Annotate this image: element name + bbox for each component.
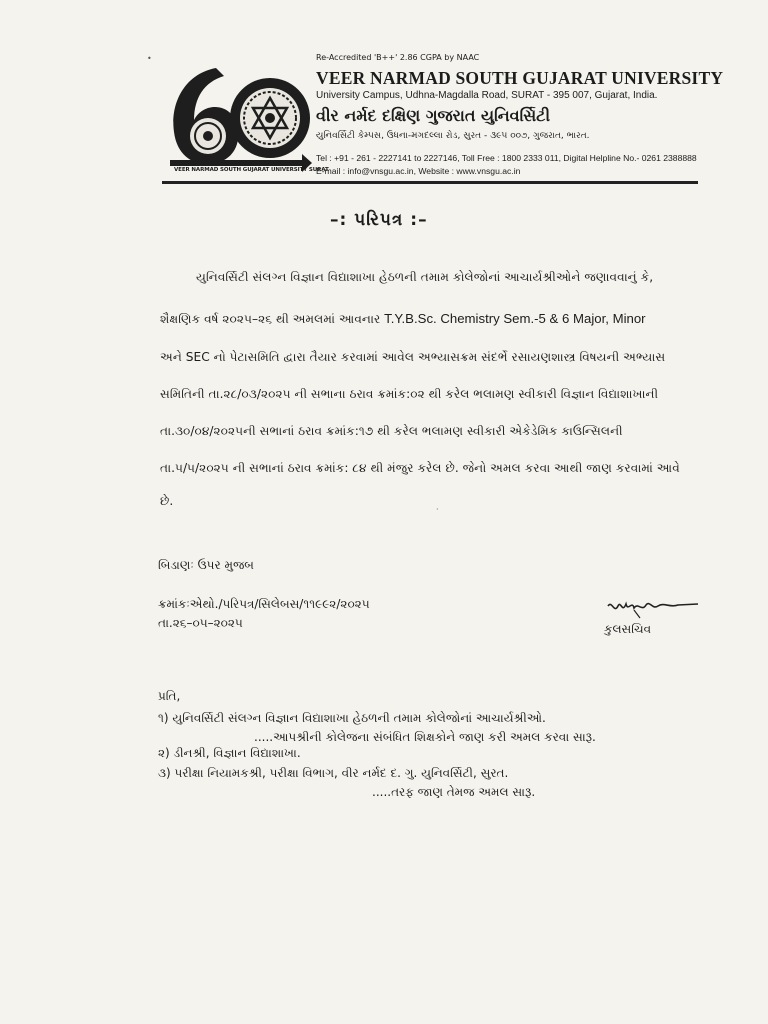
- recipients-heading: પ્રતિ,: [158, 689, 181, 703]
- university-name-gujarati: વીર નર્મદ દક્ષિણ ગુજરાત યુનિવર્સિટી: [316, 106, 551, 125]
- circular-title: –: પરિપત્ર :–: [330, 210, 428, 230]
- logo-caption: VEER NARMAD SOUTH GUJARAT UNIVERSITY SURAT: [174, 167, 329, 173]
- body-line-1: યુનિવર્સિટી સંલગ્ન વિજ્ઞાન વિદ્યાશાખા હેઠળની તમામ કોલેજોનાં આચાર્યશ્રીઓને જણાવવાનું કે,: [196, 270, 654, 284]
- body-line-5: તા.૩૦/૦૪/૨૦૨૫ની સભાનાં ઠરાવ ક્રમાંક:૧૭ થી કરેલ ભલામણ સ્વીકારી એકેડેમિક કાઉન્સિલની: [160, 424, 623, 438]
- recipient-2: ૨) ડીનશ્રી, વિજ્ઞાન વિદ્યાશાખા.: [158, 746, 301, 760]
- signatory-title: કુલસચિવ: [604, 622, 652, 636]
- address-english: University Campus, Udhna-Magdalla Road, SURAT - 395 007, Gujarat, India.: [316, 90, 658, 101]
- university-name-english: VEER NARMAD SOUTH GUJARAT UNIVERSITY: [316, 68, 724, 88]
- body-line-6: તા.૫/૫/૨૦૨૫ ની સભાનાં ઠરાવ ક્રમાંક: ૮૪ થી મંજુર કરેલ છે. જેનો અમલ કરવા આથી જાણ કરવામાં આવે: [160, 461, 680, 475]
- body-line-2: [160, 311, 708, 327]
- header-divider: [162, 181, 698, 184]
- scan-mark: ·: [436, 505, 439, 514]
- body-line-3: અને SEC નો પેટાસમિતિ દ્વારા તૈયાર કરવામાં આવેલ અભ્યાસક્રમ સંદર્ભે રસાયણશાસ્ત્ર વિષયની અભ્યાસ: [160, 350, 666, 364]
- enclosure-note: બિડાણઃ ઉપર મુજબ: [158, 558, 254, 572]
- recipient-3-note: .....તરફ જાણ તેમજ અમલ સારૂ.: [372, 785, 536, 799]
- university-logo: [166, 60, 312, 184]
- scan-mark: •: [147, 54, 152, 63]
- recipient-1: ૧) યુનિવર્સિટી સંલગ્ન વિજ્ઞાન વિદ્યાશાખા હેઠળની તમામ કોલેજોનાં આચાર્યશ્રીઓ.: [158, 711, 546, 725]
- accreditation-note: Re-Accredited 'B++' 2.86 CGPA by NAAC: [316, 53, 480, 62]
- recipient-3: ૩) પરીક્ષા નિયામકશ્રી, પરીક્ષા વિભાગ, વીર નર્મદ દ. ગુ. યુનિવર્સિટી, સુરત.: [158, 766, 509, 780]
- body-line-2-gujarati: શૈક્ષણિક વર્ષ ૨૦૨૫–૨૬ થી અમલમાં આવનાર: [160, 312, 385, 326]
- body-line-7: છે.: [160, 494, 174, 508]
- circular-date: તા.૨૬–૦૫–૨૦૨૫: [158, 616, 243, 630]
- recipient-1-note: .....આપશ્રીની કોલેજના સંબંધિત શિક્ષકોને જાણ કરી અમલ કરવા સારૂ.: [254, 730, 596, 744]
- contact-email-line: E-mail : info@vnsgu.ac.in, Website : www.vnsgu.ac.in: [316, 166, 521, 176]
- body-line-2-english: T.Y.B.Sc. Chemistry Sem.-5 & 6 Major, Minor: [384, 311, 646, 326]
- address-gujarati: યુનિવર્સિટી કેમ્પસ, ઉધના-મગદલ્લા રોડ, સુરત - ૩૯૫ ૦૦૭, ગુજરાત, ભારત.: [316, 131, 590, 141]
- contact-phone-line: Tel : +91 - 261 - 2227141 to 2227146, Toll Free : 1800 2333 011, Digital Helpline No.- 0261 2388888: [316, 153, 697, 163]
- body-line-4: સમિતિની તા.૨૮/૦૩/૨૦૨૫ ની સભાના ઠરાવ ક્રમાંક:૦૨ થી કરેલ ભલામણ સ્વીકારી વિજ્ઞાન વિદ્યાશાખાની: [160, 387, 659, 401]
- reference-number: ક્રમાંકઃએથો./પરિપત્ર/સિલેબસ/૧૧૯૯૨/૨૦૨૫: [158, 597, 370, 611]
